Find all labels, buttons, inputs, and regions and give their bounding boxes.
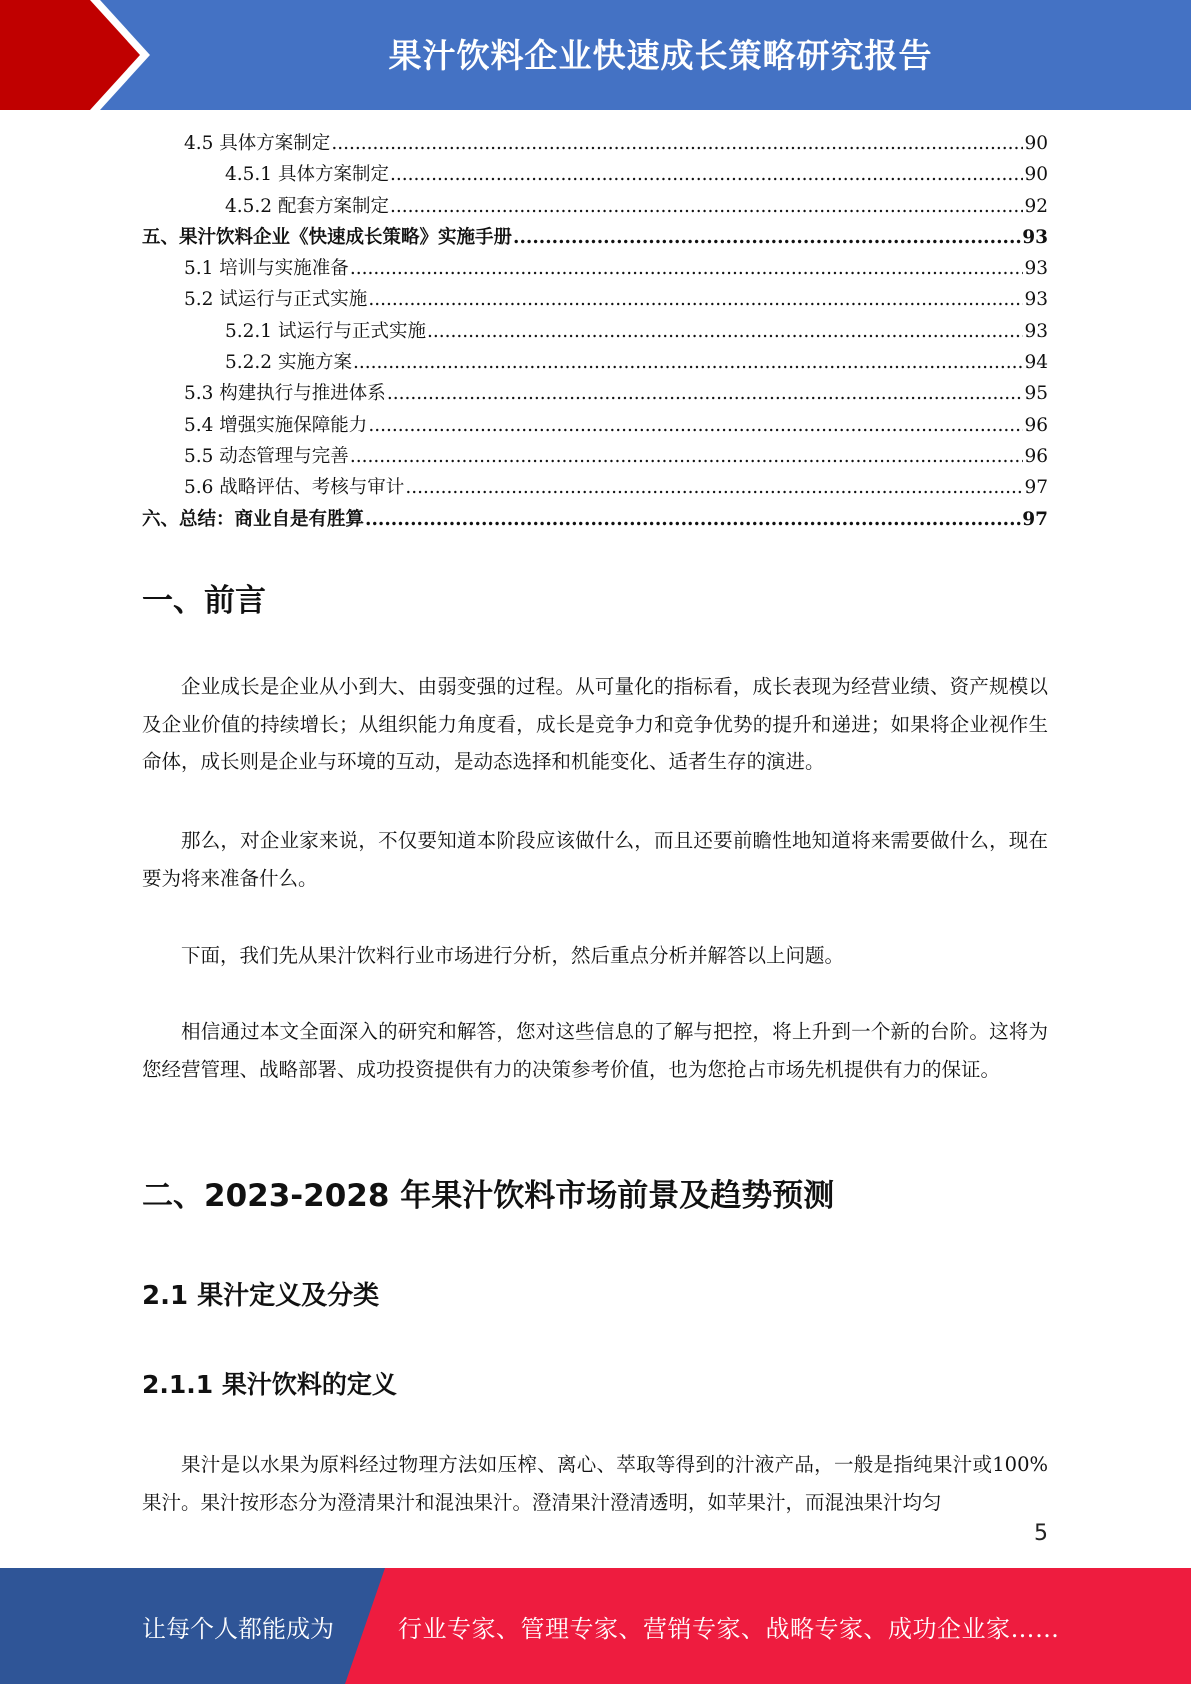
preface-paragraph-1: 企业成长是企业从小到大、由弱变强的过程。从可量化的指标看，成长表现为经营业绩、资产规模以及企业价值的持续增长；从组织能力角度看，成长是竞争力和竞争优势的提升和递进；如果将企业视作生命体，成长则是企业与环境的互动，是动态选择和机能变化、适者生存的演进。: [142, 675, 1048, 773]
toc-entry[interactable]: [142, 222, 1048, 253]
toc-leader-dots: [513, 222, 1021, 253]
page-header: [0, 0, 1191, 110]
section-2-1-1-paragraph: 果汁是以水果为原料经过物理方法如压榨、离心、萃取等得到的汁液产品，一般是指纯果汁或100%果汁。果汁按形态分为澄清果汁和混浊果汁。澄清果汁澄清透明，如苹果汁，而混浊果汁均匀: [142, 1453, 1048, 1514]
toc-entry[interactable]: [142, 316, 1048, 347]
toc-leader-dots: [365, 504, 1021, 535]
toc-leader-dots: [350, 441, 1024, 472]
toc-entry-page: 97: [1022, 508, 1048, 530]
toc-entry-page: 97: [1024, 477, 1048, 499]
toc-entry[interactable]: [142, 284, 1048, 315]
toc-entry-title: 5.3 构建执行与推进体系: [184, 383, 386, 405]
toc-leader-dots: [350, 253, 1024, 284]
report-title: 果汁饮料企业快速成长策略研究报告: [388, 35, 933, 75]
toc-entry-title: 4.5.1 具体方案制定: [225, 164, 389, 186]
toc-entry[interactable]: [142, 504, 1048, 535]
toc-leader-dots: [427, 316, 1023, 347]
preface-heading: 一、前言: [142, 583, 266, 619]
toc-entry-title: 4.5 具体方案制定: [184, 133, 331, 154]
toc-entry-page: 95: [1024, 383, 1048, 405]
toc-leader-dots: [353, 347, 1024, 378]
page-number: 5: [1034, 1521, 1048, 1546]
toc-entry[interactable]: [142, 441, 1048, 472]
toc-entry-page: 93: [1022, 226, 1048, 248]
toc-entry-title: 5.2.2 实施方案: [225, 352, 352, 374]
toc-entry[interactable]: [142, 191, 1048, 222]
toc-entry-page: 90: [1024, 164, 1048, 186]
toc-entry-page: 93: [1024, 258, 1048, 280]
footer-slogan-left: 让每个人都能成为: [142, 1614, 334, 1643]
preface-paragraph-2: 那么，对企业家来说，不仅要知道本阶段应该做什么，而且还要前瞻性地知道将来需要做什么，现在要为将来准备什么。: [142, 829, 1048, 890]
toc-leader-dots: [405, 472, 1023, 503]
toc-leader-dots: [368, 410, 1023, 441]
toc-entry-title: 5.4 增强实施保障能力: [184, 414, 368, 436]
toc-entry-page: 94: [1024, 352, 1048, 374]
page-footer: [0, 1568, 1191, 1684]
toc-entry[interactable]: [142, 159, 1048, 190]
section-2-heading: 二、2023-2028 年果汁饮料市场前景及趋势预测: [142, 1178, 835, 1214]
toc-entry-title: 5.2 试运行与正式实施: [184, 289, 368, 311]
toc-entry-page: 90: [1024, 133, 1048, 154]
toc-entry-page: 96: [1024, 445, 1048, 467]
toc-entry-title: 5.6 战略评估、考核与审计: [184, 477, 405, 499]
toc-entry-title: 五、果汁饮料企业《快速成长策略》实施手册: [142, 226, 513, 248]
section-2-1-heading: 2.1 果汁定义及分类: [142, 1281, 380, 1311]
section-2-1-1-heading: 2.1.1 果汁饮料的定义: [142, 1370, 397, 1399]
toc-entry[interactable]: [142, 253, 1048, 284]
preface-paragraph-3: 下面，我们先从果汁饮料行业市场进行分析，然后重点分析并解答以上问题。: [181, 944, 845, 967]
table-of-contents: [142, 128, 1048, 535]
toc-entry[interactable]: [142, 347, 1048, 378]
chevron-arrow-icon: [0, 0, 150, 110]
toc-entry[interactable]: [142, 378, 1048, 409]
toc-entry-title: 4.5.2 配套方案制定: [225, 195, 389, 217]
toc-leader-dots: [390, 191, 1023, 222]
footer-slogan-right: 行业专家、管理专家、营销专家、战略专家、成功企业家……: [398, 1614, 1060, 1643]
toc-entry-page: 93: [1024, 320, 1048, 342]
toc-entry-title: 5.5 动态管理与完善: [184, 445, 349, 467]
preface-paragraph-4: 相信通过本文全面深入的研究和解答，您对这些信息的了解与把控，将上升到一个新的台阶。这将为您经营管理、战略部署、成功投资提供有力的决策参考价值，也为您抢占市场先机提供有力的保证。: [142, 1020, 1048, 1081]
toc-entry[interactable]: [142, 128, 1048, 159]
toc-entry-page: 96: [1024, 414, 1048, 436]
toc-entry[interactable]: [142, 410, 1048, 441]
toc-entry-title: 5.1 培训与实施准备: [184, 258, 349, 280]
toc-leader-dots: [387, 378, 1024, 409]
toc-entry[interactable]: [142, 472, 1048, 503]
toc-leader-dots: [390, 159, 1023, 190]
toc-entry-page: 92: [1024, 195, 1048, 217]
toc-leader-dots: [331, 128, 1023, 159]
toc-leader-dots: [368, 284, 1023, 315]
toc-entry-title: 5.2.1 试运行与正式实施: [225, 320, 426, 342]
toc-entry-title: 六、总结：商业自是有胜算: [142, 508, 365, 530]
toc-entry-page: 93: [1024, 289, 1048, 311]
